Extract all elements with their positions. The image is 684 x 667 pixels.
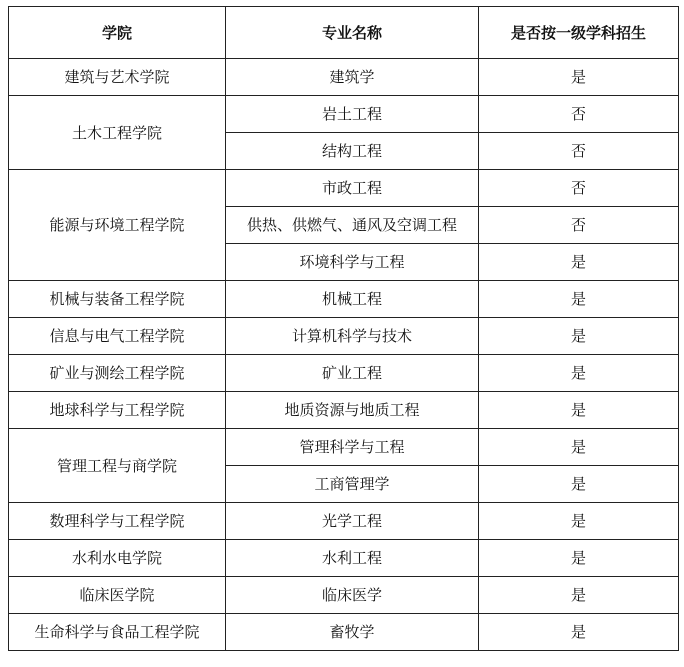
table-header-row [9, 7, 679, 59]
table-row [9, 59, 679, 96]
first-level-cell: 是 [479, 318, 679, 355]
major-cell: 地质资源与地质工程 [226, 392, 479, 429]
major-cell: 岩土工程 [226, 96, 479, 133]
first-level-cell: 是 [479, 355, 679, 392]
first-level-cell: 是 [479, 614, 679, 651]
admissions-table-container [8, 6, 679, 651]
table-row [9, 281, 679, 318]
major-cell: 建筑学 [226, 59, 479, 96]
college-cell: 机械与装备工程学院 [9, 281, 226, 318]
table-row [9, 96, 679, 133]
first-level-cell: 是 [479, 503, 679, 540]
major-cell: 环境科学与工程 [226, 244, 479, 281]
college-cell: 地球科学与工程学院 [9, 392, 226, 429]
table-row [9, 577, 679, 614]
first-level-cell: 是 [479, 429, 679, 466]
major-cell: 畜牧学 [226, 614, 479, 651]
first-level-cell: 否 [479, 133, 679, 170]
college-cell: 土木工程学院 [9, 96, 226, 170]
first-level-cell: 是 [479, 577, 679, 614]
first-level-cell: 是 [479, 466, 679, 503]
major-cell: 计算机科学与技术 [226, 318, 479, 355]
major-cell: 机械工程 [226, 281, 479, 318]
header-college: 学院 [9, 7, 226, 59]
major-cell: 水利工程 [226, 540, 479, 577]
major-cell: 临床医学 [226, 577, 479, 614]
college-cell: 信息与电气工程学院 [9, 318, 226, 355]
table-row [9, 318, 679, 355]
college-cell: 数理科学与工程学院 [9, 503, 226, 540]
header-major: 专业名称 [226, 7, 479, 59]
table-body [9, 59, 679, 651]
college-cell: 矿业与测绘工程学院 [9, 355, 226, 392]
college-cell: 临床医学院 [9, 577, 226, 614]
college-cell: 水利水电学院 [9, 540, 226, 577]
table-row [9, 614, 679, 651]
table-row [9, 540, 679, 577]
admissions-table [8, 6, 679, 651]
first-level-cell: 否 [479, 207, 679, 244]
major-cell: 管理科学与工程 [226, 429, 479, 466]
first-level-cell: 是 [479, 392, 679, 429]
college-cell: 生命科学与食品工程学院 [9, 614, 226, 651]
table-row [9, 170, 679, 207]
table-row [9, 503, 679, 540]
college-cell: 管理工程与商学院 [9, 429, 226, 503]
major-cell: 矿业工程 [226, 355, 479, 392]
table-row [9, 355, 679, 392]
major-cell: 工商管理学 [226, 466, 479, 503]
first-level-cell: 否 [479, 170, 679, 207]
header-first-level: 是否按一级学科招生 [479, 7, 679, 59]
first-level-cell: 是 [479, 281, 679, 318]
first-level-cell: 是 [479, 59, 679, 96]
major-cell: 光学工程 [226, 503, 479, 540]
major-cell: 结构工程 [226, 133, 479, 170]
major-cell: 市政工程 [226, 170, 479, 207]
table-row [9, 429, 679, 466]
table-row [9, 392, 679, 429]
major-cell: 供热、供燃气、通风及空调工程 [226, 207, 479, 244]
college-cell: 能源与环境工程学院 [9, 170, 226, 281]
first-level-cell: 是 [479, 244, 679, 281]
first-level-cell: 否 [479, 96, 679, 133]
college-cell: 建筑与艺术学院 [9, 59, 226, 96]
first-level-cell: 是 [479, 540, 679, 577]
